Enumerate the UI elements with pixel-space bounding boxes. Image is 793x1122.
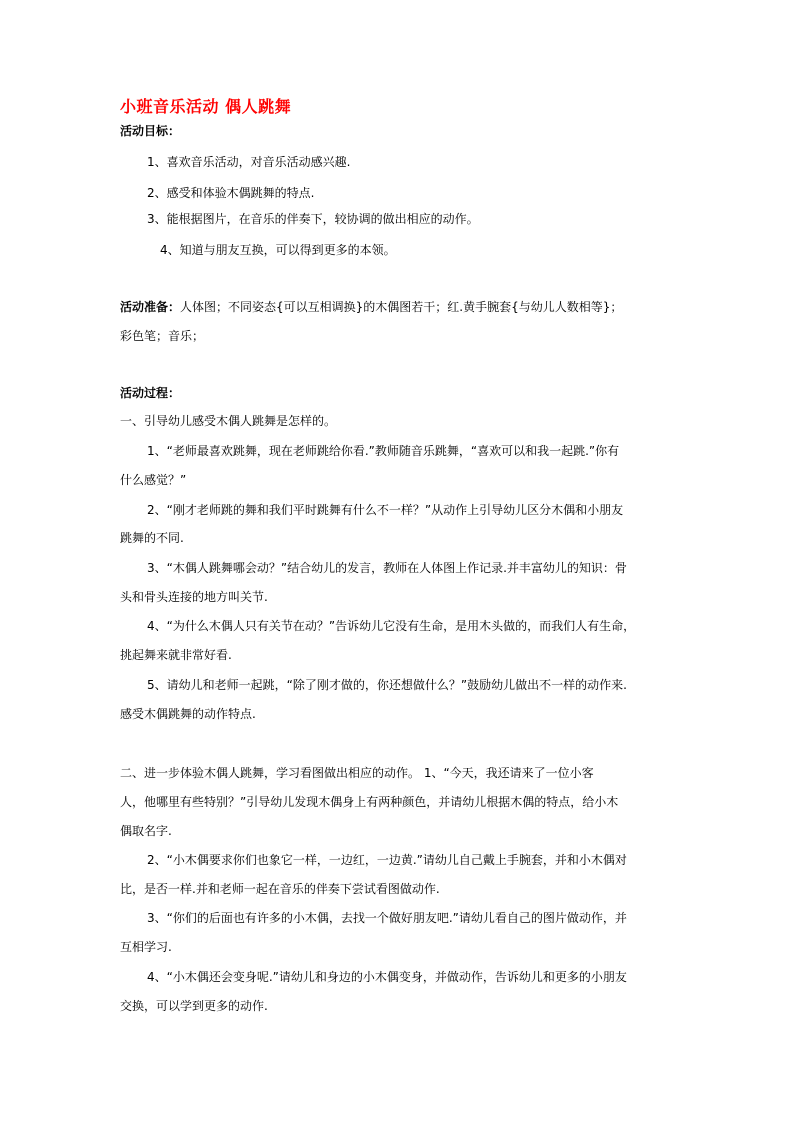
paragraph-line: 3、“你们的后面也有许多的小木偶，去找一个做好朋友吧.”请幼儿看自己的图片做动作，并	[147, 911, 627, 925]
prep-line-2: 彩色笔；音乐；	[120, 329, 205, 343]
prep-line-1	[120, 299, 622, 315]
paragraph-line: 2、“小木偶要求你们也象它一样，一边红，一边黄.”请幼儿自己戴上手腕套，并和小木偶对	[147, 853, 627, 867]
paragraph-line: 互相学习.	[120, 940, 172, 954]
paragraph-line: 2、“刚才老师跳的舞和我们平时跳舞有什么不一样？”从动作上引导幼儿区分木偶和小朋友	[147, 503, 624, 517]
paragraph-line: 感受木偶跳舞的动作特点.	[120, 707, 256, 721]
paragraph-line: 3、“木偶人跳舞哪会动？”结合幼儿的发言，教师在人体图上作记录.并丰富幼儿的知识：骨	[147, 561, 627, 575]
goal-item: 4、知道与朋友互换，可以得到更多的本领。	[160, 243, 396, 257]
paragraph-line: 跳舞的不同.	[120, 531, 184, 545]
process-heading: 活动过程：	[120, 386, 181, 400]
section-1-heading: 一、引导幼儿感受木偶人跳舞是怎样的。	[120, 414, 337, 428]
goals-heading: 活动目标：	[120, 124, 181, 138]
paragraph-line: 1、“老师最喜欢跳舞，现在老师跳给你看.”教师随音乐跳舞，“喜欢可以和我一起跳.”你有	[147, 444, 620, 458]
goal-item: 1、喜欢音乐活动，对音乐活动感兴趣.	[147, 155, 351, 169]
paragraph-line: 比，是否一样.并和老师一起在音乐的伴奏下尝试看图做动作.	[120, 882, 440, 896]
paragraph-line: 4、“小木偶还会变身呢.”请幼儿和身边的小木偶变身，并做动作，告诉幼儿和更多的小朋友	[147, 970, 627, 984]
document-title: 小班音乐活动 偶人跳舞	[120, 97, 292, 116]
paragraph-line: 人，他哪里有些特别？”引导幼儿发现木偶身上有两种颜色，并请幼儿根据木偶的特点，给小木	[120, 795, 619, 809]
paragraph-line: 5、请幼儿和老师一起跳，“除了刚才做的，你还想做什么？”鼓励幼儿做出不一样的动作来.	[147, 678, 627, 692]
section-2-heading-line: 二、进一步体验木偶人跳舞，学习看图做出相应的动作。 1、“今天，我还请来了一位小客	[120, 766, 594, 780]
goal-item: 2、感受和体验木偶跳舞的特点.	[147, 186, 315, 200]
goal-item: 3、能根据图片，在音乐的伴奏下，较协调的做出相应的动作。	[147, 212, 479, 226]
paragraph-line: 挑起舞来就非常好看.	[120, 648, 232, 662]
paragraph-line: 偶取名字.	[120, 824, 172, 838]
paragraph-line: 交换，可以学到更多的动作.	[120, 999, 268, 1013]
prep-text: 人体图；不同姿态{可以互相调换}的木偶图若干；红.黄手腕套{与幼儿人数相等}；	[180, 300, 623, 314]
paragraph-line: 头和骨头连接的地方叫关节.	[120, 590, 268, 604]
paragraph-line: 什么感觉？”	[120, 473, 187, 487]
prep-heading: 活动准备：	[120, 300, 181, 314]
paragraph-line: 4、“为什么木偶人只有关节在动？”告诉幼儿它没有生命，是用木头做的，而我们人有生命，	[147, 619, 636, 633]
